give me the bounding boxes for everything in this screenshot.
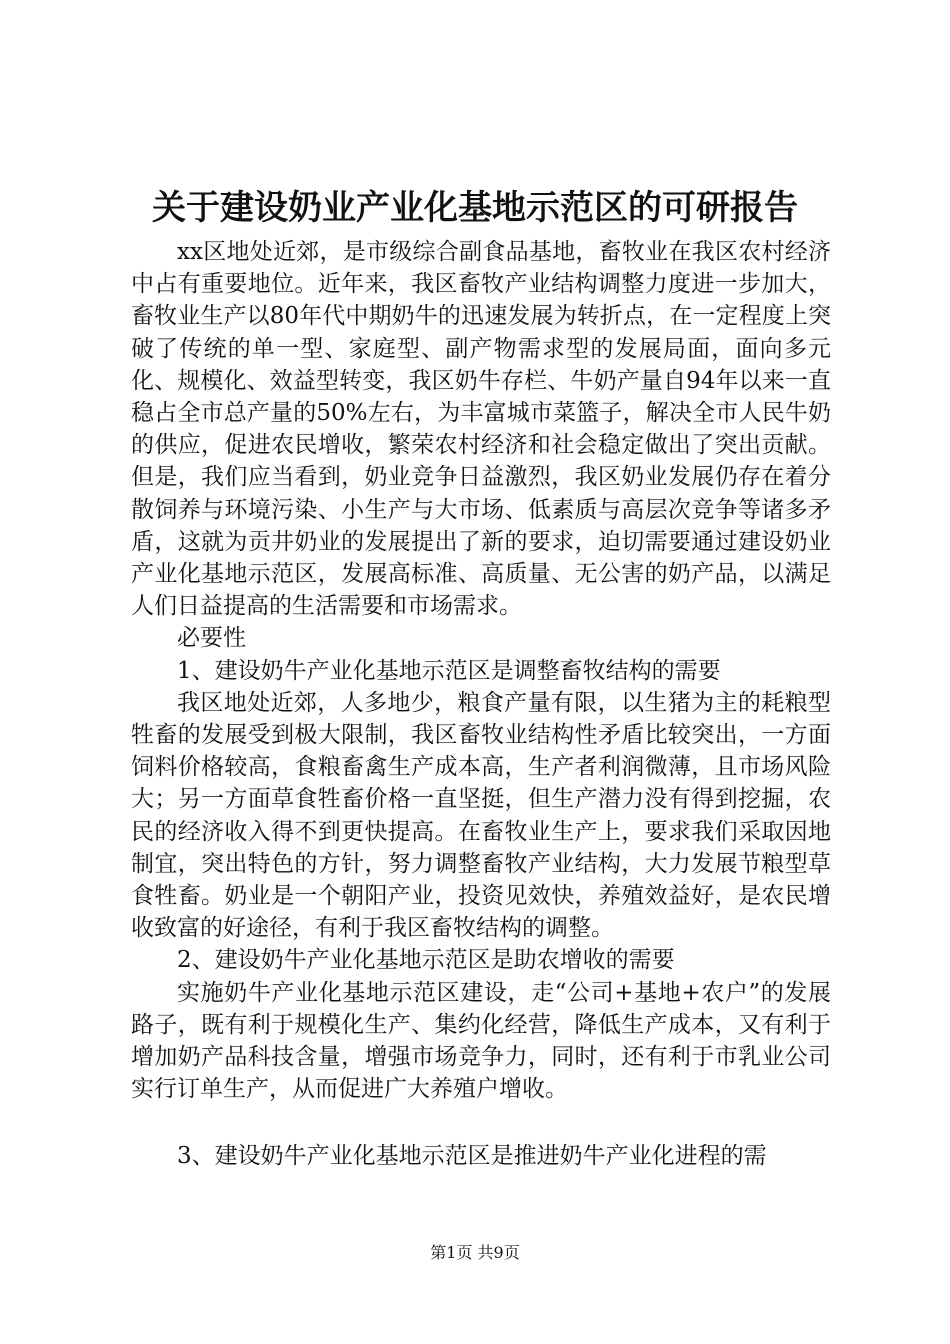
subsection-paragraph-1: 我区地处近郊，人多地少，粮食产量有限，以生猪为主的耗粮型牲畜的发展受到极大限制，我区畜牧业结构性矛盾比较突出，一方面饲料价格较高，食粮畜禽生产成本高，生产者利润微薄，且市场风险大；另一方面草食牲畜价格一直坚挺，但生产潜力没有得到挖掘，农民的经济收入得不到更快提高。在畜牧业生产上，要求我们采取因地制宜，突出特色的方针，努力调整畜牧产业结构，大力发展节粮型草食牲畜。奶业是一个朝阳产业，投资见效快，养殖效益好，是农民增收致富的好途径，有利于我区畜牧结构的调整。 <box>131 689 831 942</box>
subsection-heading-1: 1、建设奶牛产业化基地示范区是调整畜牧结构的需要 <box>177 657 721 684</box>
section-heading-necessity: 必要性 <box>177 625 246 652</box>
subsection-heading-2: 2、建设奶牛产业化基地示范区是助农增收的需要 <box>177 947 675 974</box>
document-body <box>131 236 831 1173</box>
subsection-paragraph-2: 实施奶牛产业化基地示范区建设，走“公司+基地+农户”的发展路子，既有利于规模化生产、集约化经营，降低生产成本，又有利于增加奶产品科技含量，增强市场竞争力，同时，还有利于市乳业公司实行订单生产，从而促进广大养殖户增收。 <box>131 979 831 1103</box>
intro-paragraph: xx区地处近郊，是市级综合副食品基地，畜牧业在我区农村经济中占有重要地位。近年来，我区畜牧产业结构调整力度进一步加大，畜牧业生产以80年代中期奶牛的迅速发展为转折点，在一定程度上突破了传统的单一型、家庭型、副产物需求型的发展局面，面向多元化、规模化、效益型转变，我区奶牛存栏、牛奶产量自94年以来一直稳占全市总产量的50%左右，为丰富城市菜篮子，解决全市人民牛奶的供应，促进农民增收，繁荣农村经济和社会稳定做出了突出贡献。但是，我们应当看到，奶业竞争日益激烈，我区奶业发展仍存在着分散饲养与环境污染、小生产与大市场、低素质与高层次竞争等诸多矛盾，这就为贡井奶业的发展提出了新的要求，迫切需要通过建设奶业产业化基地示范区，发展高标准、高质量、无公害的奶产品，以满足人们日益提高的生活需要和市场需求。 <box>131 239 831 620</box>
page-footer: 第1页 共9页 <box>430 1243 520 1262</box>
subsection-heading-3: 3、建设奶牛产业化基地示范区是推进奶牛产业化进程的需 <box>177 1143 767 1170</box>
document-title: 关于建设奶业产业化基地示范区的可研报告 <box>152 188 798 228</box>
